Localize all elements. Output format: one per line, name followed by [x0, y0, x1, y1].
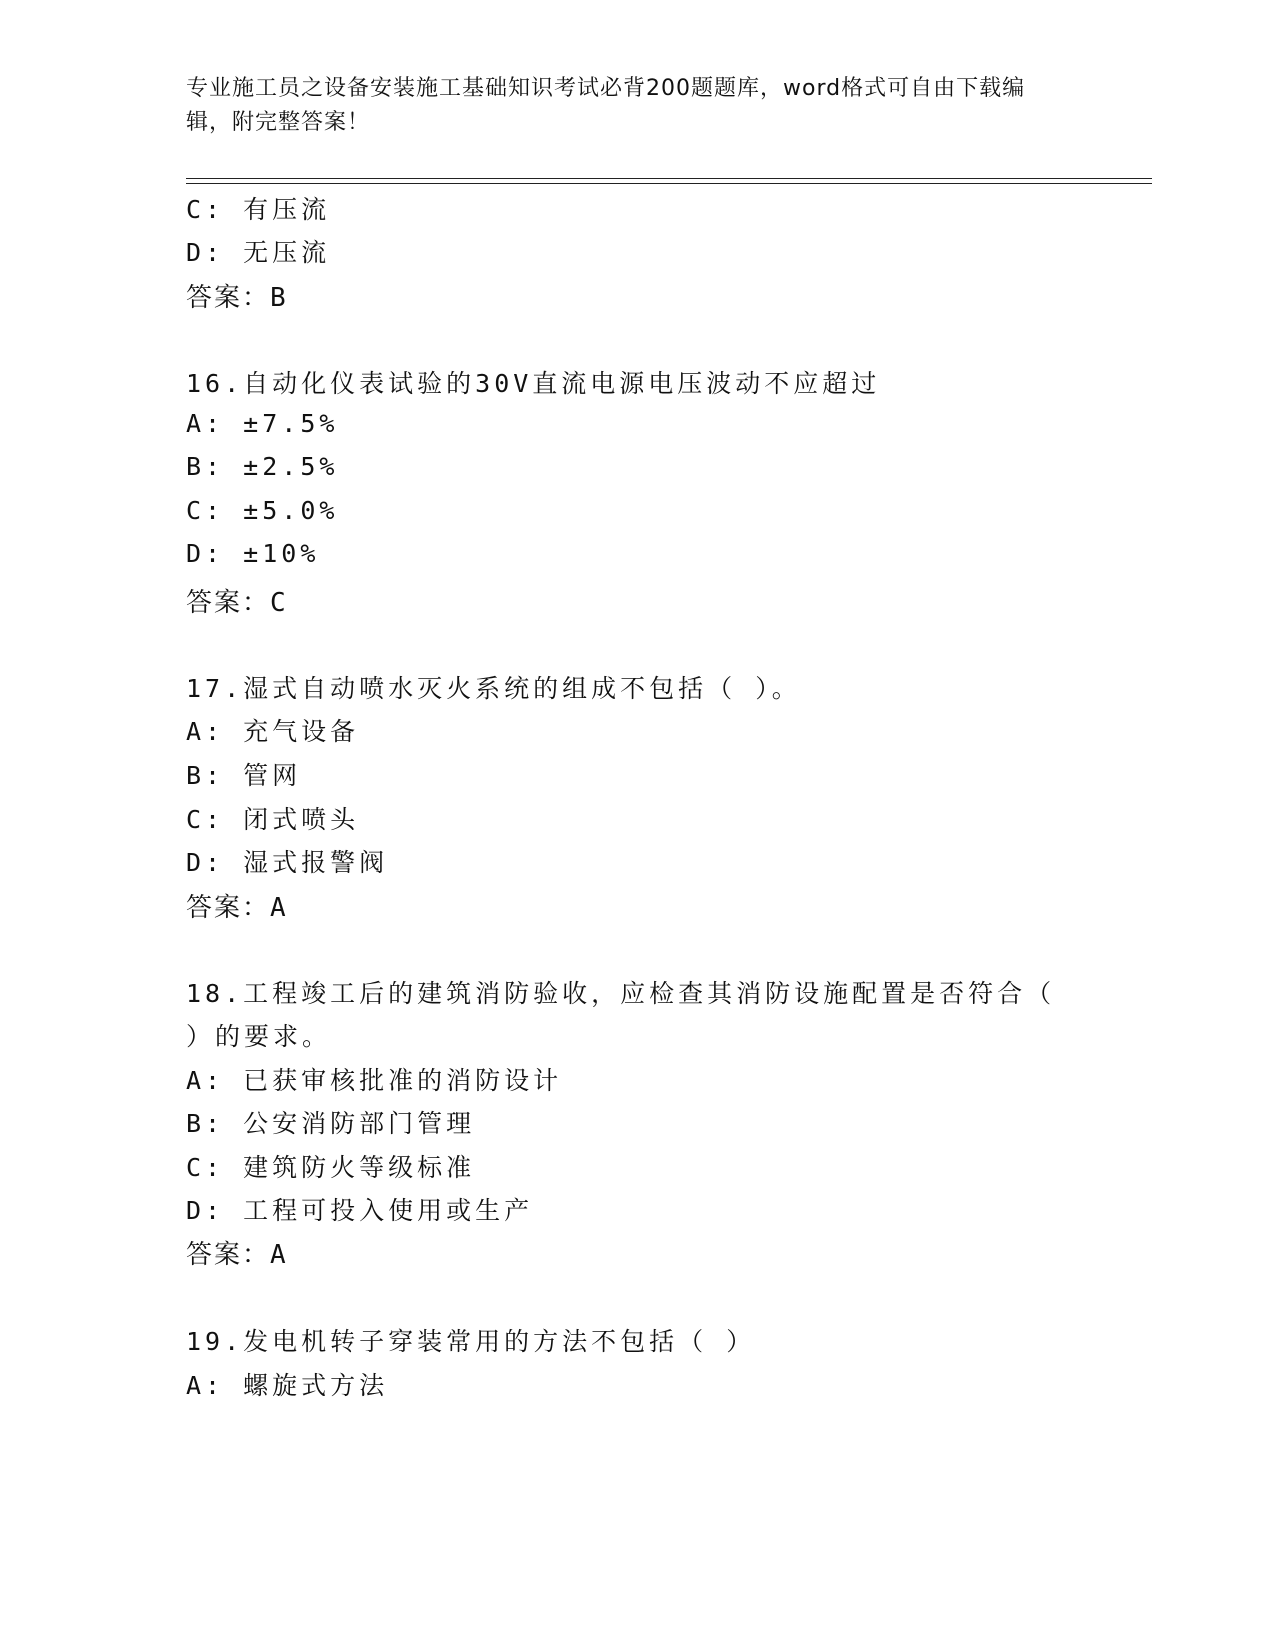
option-b-q16: [186, 452, 338, 481]
option-label: D:: [186, 1196, 225, 1225]
option-label: C:: [186, 1153, 225, 1182]
answer-q15: [186, 277, 288, 314]
option-text: 管网: [243, 761, 302, 790]
option-text: ±7.5%: [243, 409, 339, 438]
option-label: A:: [186, 409, 225, 438]
option-label: C:: [186, 496, 225, 525]
question-stem-17: 17.湿式自动喷水灭火系统的组成不包括（ ）。: [186, 674, 801, 703]
option-label: A:: [186, 1066, 225, 1095]
option-label: D:: [186, 238, 225, 267]
option-b-q17: [186, 756, 301, 792]
answer-label: 答案：: [186, 893, 271, 923]
option-label: B:: [186, 1109, 225, 1138]
option-text: ±5.0%: [243, 496, 339, 525]
question-stem-18-line1: 18.工程竣工后的建筑消防验收，应检查其消防设施配置是否符合（: [186, 979, 1056, 1008]
answer-q18: [186, 1234, 288, 1271]
answer-label: 答案：: [186, 283, 271, 313]
question-stem-18-line2: ）的要求。: [186, 1022, 332, 1051]
option-text: 工程可投入使用或生产: [243, 1196, 534, 1225]
option-label: B:: [186, 761, 225, 790]
option-text: 湿式报警阀: [243, 848, 389, 877]
option-text: 螺旋式方法: [243, 1371, 389, 1400]
question-stem-16: 16.自动化仪表试验的30V直流电源电压波动不应超过: [186, 369, 881, 398]
option-d-q17: [186, 843, 388, 879]
answer-value: A: [270, 893, 288, 923]
option-label: D:: [186, 539, 225, 568]
header-divider-bottom: [186, 183, 1152, 184]
option-text: 无压流: [243, 238, 331, 267]
option-d-q18: [186, 1191, 533, 1227]
option-a-q17: [186, 712, 359, 748]
option-label: A:: [186, 717, 225, 746]
option-text: ±2.5%: [243, 452, 339, 481]
page-header-title: 专业施工员之设备安装施工基础知识考试必背200题题库，word格式可自由下载编辑，附完整答案！: [186, 76, 1026, 135]
option-text: 有压流: [243, 195, 331, 224]
option-text: 建筑防火等级标准: [243, 1153, 476, 1182]
option-d-q15: [186, 233, 330, 269]
option-label: C:: [186, 805, 225, 834]
option-b-q18: [186, 1104, 475, 1140]
option-label: A:: [186, 1371, 225, 1400]
answer-value: B: [270, 283, 288, 313]
option-a-q16: [186, 409, 338, 438]
option-label: C:: [186, 195, 225, 224]
option-c-q18: [186, 1148, 475, 1184]
header-divider-top: [186, 178, 1152, 179]
option-text: 充气设备: [243, 717, 360, 746]
answer-q17: [186, 887, 288, 924]
answer-value: C: [270, 588, 288, 618]
option-text: ±10%: [243, 539, 320, 568]
answer-label: 答案：: [186, 588, 271, 618]
option-d-q16: [186, 539, 319, 568]
option-c-q17: [186, 800, 359, 836]
question-stem-19: 19.发电机转子穿装常用的方法不包括（ ）: [186, 1327, 756, 1356]
option-text: 已获审核批准的消防设计: [243, 1066, 563, 1095]
answer-label: 答案：: [186, 1240, 271, 1270]
option-text: 公安消防部门管理: [243, 1109, 476, 1138]
option-text: 闭式喷头: [243, 805, 360, 834]
option-c-q15: [186, 190, 330, 226]
option-label: B:: [186, 452, 225, 481]
answer-value: A: [270, 1240, 288, 1270]
answer-q16: [186, 582, 288, 619]
option-c-q16: [186, 496, 338, 525]
option-label: D:: [186, 848, 225, 877]
option-a-q18: [186, 1061, 562, 1097]
option-a-q19: [186, 1366, 388, 1402]
